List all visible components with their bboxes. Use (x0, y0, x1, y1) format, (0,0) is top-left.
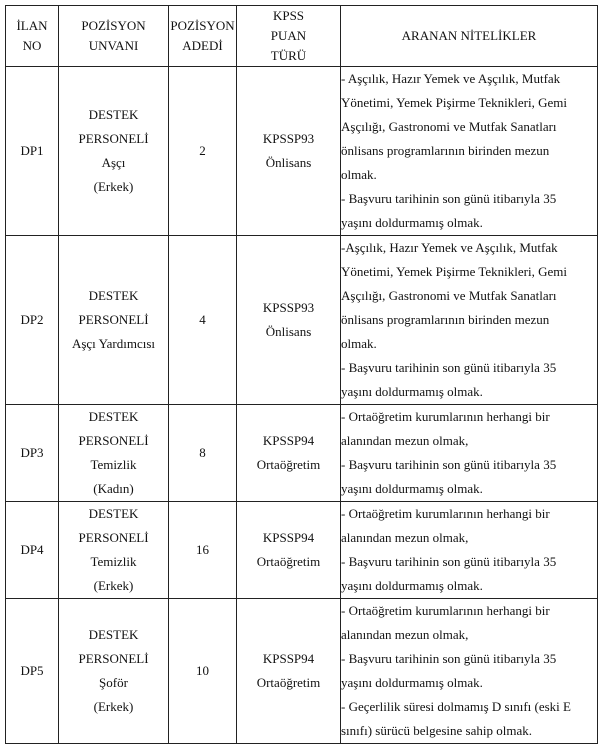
nitelik-line: sınıfı) sürücü belgesine sahip olmak. (341, 723, 532, 738)
nitelik-line: - Ortaöğretim kurumlarının herhangi bir (341, 409, 550, 424)
nitelik-line: alanından mezun olmak, (341, 530, 469, 545)
pozisyon-adedi: 8 (199, 445, 206, 460)
kpss-puan-turu-line: KPSSP94 (262, 651, 315, 666)
nitelik-line: - Aşçılık, Hazır Yemek ve Aşçılık, Mutfak (341, 71, 561, 86)
pozisyon-unvani-line: (Erkek) (93, 179, 134, 194)
pozisyon-unvani-cell (59, 405, 169, 502)
pozisyon-unvani-line: (Erkek) (93, 699, 134, 714)
pozisyon-unvani-cell (59, 236, 169, 405)
pozisyon-unvani-line: DESTEK (88, 288, 139, 303)
kpss-puan-turu-line: Önlisans (265, 324, 312, 339)
table-header-row (6, 6, 598, 67)
kpss-puan-turu-cell (237, 502, 341, 599)
table-row (6, 599, 598, 744)
pozisyon-unvani-line: PERSONELİ (78, 433, 149, 448)
pozisyon-unvani-line: PERSONELİ (78, 651, 149, 666)
pozisyon-unvani-line: (Erkek) (93, 578, 134, 593)
nitelik-line: - Başvuru tarihinin son günü itibarıyla 35 (341, 360, 557, 375)
nitelik-line: - Başvuru tarihinin son günü itibarıyla 35 (341, 457, 557, 472)
pozisyon-unvani-line: Aşçı Yardımcısı (71, 336, 156, 351)
nitelik-line: -Aşçılık, Hazır Yemek ve Aşçılık, Mutfak (341, 240, 558, 255)
header-kpss-puan-turu (237, 6, 341, 67)
kpss-puan-turu-cell (237, 236, 341, 405)
pozisyon-adedi-cell (169, 67, 237, 236)
header-line: NO (22, 38, 42, 53)
pozisyon-unvani-line: DESTEK (88, 409, 139, 424)
ilan-no: DP3 (20, 445, 44, 460)
kpss-puan-turu-cell (237, 405, 341, 502)
ilan-no: DP5 (20, 663, 44, 678)
header-pozisyon-adedi (169, 6, 237, 67)
pozisyon-adedi: 2 (199, 143, 206, 158)
header-pozisyon-unvani (59, 6, 169, 67)
nitelik-line: olmak. (341, 336, 377, 351)
header-line: POZİSYON (81, 18, 146, 33)
kpss-puan-turu-cell (237, 67, 341, 236)
ilan-no: DP4 (20, 542, 44, 557)
nitelik-line: - Başvuru tarihinin son günü itibarıyla 35 (341, 554, 557, 569)
header-line: KPSS (272, 8, 305, 23)
header-line: İLAN (16, 18, 48, 33)
nitelik-line: alanından mezun olmak, (341, 433, 469, 448)
kpss-puan-turu-line: KPSSP94 (262, 530, 315, 545)
pozisyon-unvani-line: Şoför (99, 675, 128, 690)
ilan-no: DP1 (20, 143, 44, 158)
nitelik-line: olmak. (341, 167, 377, 182)
nitelik-line: yaşını doldurmamış olmak. (341, 481, 483, 496)
pozisyon-adedi-cell (169, 502, 237, 599)
nitelik-line: yaşını doldurmamış olmak. (341, 215, 483, 230)
nitelik-line: yaşını doldurmamış olmak. (341, 675, 483, 690)
pozisyon-unvani-line: Aşçı (101, 155, 126, 170)
pozisyon-unvani-line: DESTEK (88, 506, 139, 521)
nitelik-line: alanından mezun olmak, (341, 627, 469, 642)
nitelik-line: - Ortaöğretim kurumlarının herhangi bir (341, 506, 550, 521)
nitelik-line: yaşını doldurmamış olmak. (341, 578, 483, 593)
header-line: TÜRÜ (270, 48, 307, 63)
pozisyon-adedi-cell (169, 236, 237, 405)
aranan-nitelikler-cell (341, 405, 598, 502)
aranan-nitelikler-cell (341, 502, 598, 599)
pozisyon-unvani-cell (59, 67, 169, 236)
table-row (6, 236, 598, 405)
nitelik-line: yaşını doldurmamış olmak. (341, 384, 483, 399)
pozisyon-unvani-line: (Kadın) (93, 481, 134, 496)
header-line: ARANAN NİTELİKLER (401, 28, 537, 43)
nitelik-line: Yönetimi, Yemek Pişirme Teknikleri, Gemi (341, 95, 567, 110)
pozisyon-adedi: 4 (199, 312, 206, 327)
pozisyon-adedi-cell (169, 405, 237, 502)
nitelik-line: - Başvuru tarihinin son günü itibarıyla 35 (341, 191, 557, 206)
pozisyon-unvani-cell (59, 502, 169, 599)
nitelik-line: Aşçılığı, Gastronomi ve Mutfak Sanatları (341, 119, 557, 134)
ilan-no-cell (6, 236, 59, 405)
table-row (6, 67, 598, 236)
header-aranan-nitelikler (341, 6, 598, 67)
nitelik-line: - Geçerlilik süresi dolmamış D sınıfı (eski E (341, 699, 571, 714)
kpss-puan-turu-line: Ortaöğretim (256, 457, 321, 472)
header-line: UNVANI (88, 38, 139, 53)
pozisyon-unvani-cell (59, 599, 169, 744)
header-line: POZİSYON (170, 18, 235, 33)
nitelik-line: Aşçılığı, Gastronomi ve Mutfak Sanatları (341, 288, 557, 303)
nitelik-line: - Başvuru tarihinin son günü itibarıyla 35 (341, 651, 557, 666)
header-line: ADEDİ (182, 38, 223, 53)
ilan-no: DP2 (20, 312, 44, 327)
kpss-puan-turu-line: Önlisans (265, 155, 312, 170)
pozisyon-unvani-line: PERSONELİ (78, 131, 149, 146)
kpss-puan-turu-line: KPSSP93 (262, 131, 315, 146)
pozisyon-unvani-line: Temizlik (90, 457, 137, 472)
table-row (6, 502, 598, 599)
pozisyon-unvani-line: PERSONELİ (78, 312, 149, 327)
nitelik-line: önlisans programlarının birinden mezun (341, 143, 550, 158)
pozisyon-adedi: 16 (196, 542, 209, 557)
pozisyon-adedi-cell (169, 599, 237, 744)
pozisyon-unvani-line: DESTEK (88, 627, 139, 642)
kpss-puan-turu-line: KPSSP94 (262, 433, 315, 448)
aranan-nitelikler-cell (341, 599, 598, 744)
pozisyon-unvani-line: Temizlik (90, 554, 137, 569)
ilan-no-cell (6, 67, 59, 236)
aranan-nitelikler-cell (341, 236, 598, 405)
pozisyon-unvani-line: DESTEK (88, 107, 139, 122)
kpss-puan-turu-line: Ortaöğretim (256, 554, 321, 569)
header-ilan-no (6, 6, 59, 67)
pozisyon-adedi: 10 (196, 663, 209, 678)
ilan-no-cell (6, 599, 59, 744)
nitelik-line: önlisans programlarının birinden mezun (341, 312, 550, 327)
job-listing-table (5, 5, 598, 744)
ilan-no-cell (6, 502, 59, 599)
aranan-nitelikler-cell (341, 67, 598, 236)
pozisyon-unvani-line: PERSONELİ (78, 530, 149, 545)
kpss-puan-turu-line: KPSSP93 (262, 300, 315, 315)
nitelik-line: - Ortaöğretim kurumlarının herhangi bir (341, 603, 550, 618)
table-row (6, 405, 598, 502)
kpss-puan-turu-cell (237, 599, 341, 744)
header-line: PUAN (270, 28, 307, 43)
ilan-no-cell (6, 405, 59, 502)
nitelik-line: Yönetimi, Yemek Pişirme Teknikleri, Gemi (341, 264, 567, 279)
kpss-puan-turu-line: Ortaöğretim (256, 675, 321, 690)
